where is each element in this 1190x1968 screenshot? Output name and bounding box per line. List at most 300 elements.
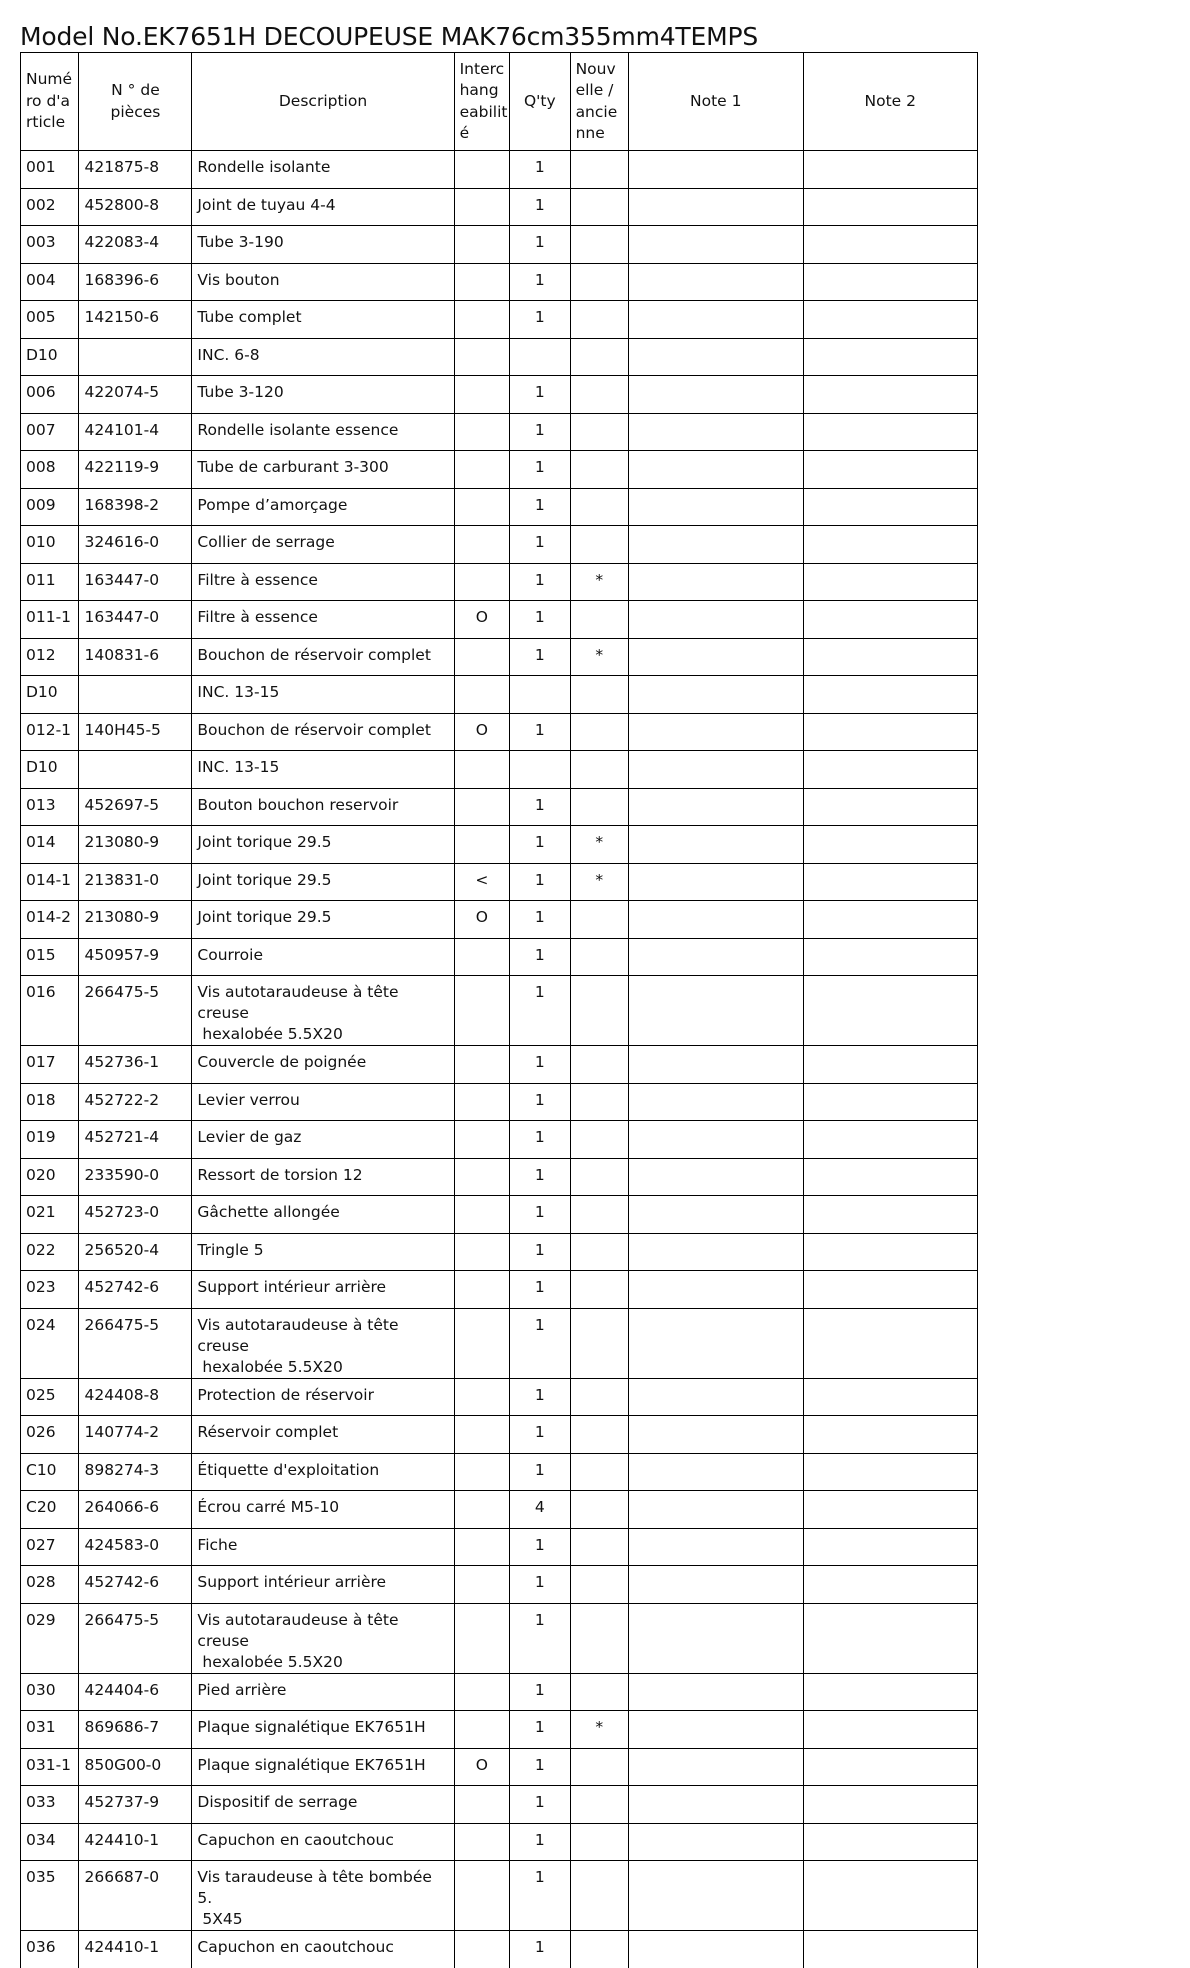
description-line-1: Fiche bbox=[197, 1535, 238, 1554]
cell-note-1 bbox=[629, 1786, 803, 1824]
cell-part-number: 213080-9 bbox=[79, 901, 192, 939]
cell-quantity: 1 bbox=[510, 938, 571, 976]
cell-article-number: 019 bbox=[21, 1121, 79, 1159]
cell-new-old bbox=[570, 676, 628, 714]
description-line-1: Levier de gaz bbox=[197, 1128, 302, 1146]
cell-interchangeability bbox=[454, 751, 509, 789]
description-line-1: Tube complet bbox=[197, 308, 302, 326]
cell-note-1 bbox=[629, 1196, 803, 1234]
cell-part-number: 266687-0 bbox=[79, 1861, 192, 1931]
description-line-1: Rondelle isolante bbox=[197, 158, 331, 176]
cell-note-2 bbox=[803, 1528, 978, 1566]
cell-part-number: 140H45-5 bbox=[79, 713, 192, 751]
cell-note-1 bbox=[629, 1823, 803, 1861]
description-line-1: Gâchette allongée bbox=[197, 1203, 340, 1221]
header-interchangeability-line: é bbox=[459, 124, 470, 142]
cell-note-2 bbox=[803, 1121, 978, 1159]
cell-quantity: 1 bbox=[510, 151, 571, 189]
cell-interchangeability bbox=[454, 1528, 509, 1566]
cell-interchangeability bbox=[454, 376, 509, 414]
cell-note-2 bbox=[803, 563, 978, 601]
cell-part-number: 424410-1 bbox=[79, 1931, 192, 1968]
cell-quantity bbox=[510, 338, 571, 376]
table-row bbox=[21, 301, 978, 339]
table-body bbox=[21, 151, 978, 1968]
description-line-2: 5X45 bbox=[202, 1910, 243, 1928]
cell-new-old bbox=[570, 1786, 628, 1824]
cell-interchangeability bbox=[454, 1861, 509, 1931]
cell-note-2 bbox=[803, 151, 978, 189]
cell-note-2 bbox=[803, 976, 978, 1046]
cell-part-number: 850G00-0 bbox=[79, 1748, 192, 1786]
cell-interchangeability bbox=[454, 188, 509, 226]
cell-article-number: 001 bbox=[21, 151, 79, 189]
cell-new-old bbox=[570, 1308, 628, 1378]
table-row bbox=[21, 1378, 978, 1416]
table-row bbox=[21, 788, 978, 826]
cell-note-2 bbox=[803, 1566, 978, 1604]
cell-new-old bbox=[570, 1528, 628, 1566]
cell-new-old bbox=[570, 1416, 628, 1454]
cell-note-2 bbox=[803, 1823, 978, 1861]
cell-part-number: 421875-8 bbox=[79, 151, 192, 189]
cell-article-number: D10 bbox=[21, 338, 79, 376]
cell-note-1 bbox=[629, 1711, 803, 1749]
cell-description bbox=[192, 1083, 454, 1121]
cell-description bbox=[192, 1528, 454, 1566]
cell-note-2 bbox=[803, 901, 978, 939]
cell-new-old: * bbox=[570, 638, 628, 676]
cell-part-number: 168398-2 bbox=[79, 488, 192, 526]
cell-new-old bbox=[570, 1121, 628, 1159]
description-line-1: Vis bouton bbox=[197, 270, 280, 289]
header-article-number-line: rticle bbox=[26, 113, 66, 132]
cell-note-2 bbox=[803, 1083, 978, 1121]
cell-description bbox=[192, 1233, 454, 1271]
table-header-row bbox=[21, 53, 978, 151]
cell-quantity: 1 bbox=[510, 1673, 571, 1711]
cell-part-number: 168396-6 bbox=[79, 263, 192, 301]
cell-note-2 bbox=[803, 1196, 978, 1234]
table-row bbox=[21, 1786, 978, 1824]
cell-part-number: 452723-0 bbox=[79, 1196, 192, 1234]
cell-part-number: 213831-0 bbox=[79, 863, 192, 901]
cell-interchangeability bbox=[454, 1603, 509, 1673]
description-line-1: Vis autotaraudeuse à tête creuse bbox=[197, 983, 399, 1022]
cell-new-old bbox=[570, 301, 628, 339]
cell-note-1 bbox=[629, 338, 803, 376]
cell-article-number: 016 bbox=[21, 976, 79, 1046]
description-line-1: Vis autotaraudeuse à tête creuse bbox=[197, 1610, 399, 1650]
header-note-2: Note 2 bbox=[803, 53, 978, 151]
cell-note-1 bbox=[629, 376, 803, 414]
description-line-1: Capuchon en caoutchouc bbox=[197, 1830, 394, 1849]
cell-part-number: 256520-4 bbox=[79, 1233, 192, 1271]
cell-note-2 bbox=[803, 301, 978, 339]
cell-article-number: 022 bbox=[21, 1233, 79, 1271]
cell-article-number: 024 bbox=[21, 1308, 79, 1378]
document-title: Model No.EK7651H DECOUPEUSE MAK76cm355mm4TEMPS bbox=[20, 22, 759, 51]
cell-note-2 bbox=[803, 1271, 978, 1309]
header-new-old-line: elle / bbox=[575, 81, 614, 99]
cell-part-number: 424410-1 bbox=[79, 1823, 192, 1861]
cell-note-1 bbox=[629, 788, 803, 826]
cell-part-number: 452800-8 bbox=[79, 188, 192, 226]
table-row bbox=[21, 751, 978, 789]
description-line-1: Tube de carburant 3-300 bbox=[197, 458, 389, 476]
cell-interchangeability bbox=[454, 938, 509, 976]
cell-note-2 bbox=[803, 488, 978, 526]
cell-description bbox=[192, 1566, 454, 1604]
description-line-1: Bouchon de réservoir complet bbox=[197, 720, 431, 739]
cell-description bbox=[192, 1453, 454, 1491]
cell-new-old bbox=[570, 1931, 628, 1968]
description-line-1: Vis taraudeuse à tête bombée 5. bbox=[197, 1868, 432, 1907]
cell-new-old bbox=[570, 1158, 628, 1196]
cell-note-2 bbox=[803, 1491, 978, 1529]
cell-new-old bbox=[570, 263, 628, 301]
cell-note-2 bbox=[803, 263, 978, 301]
cell-quantity: 1 bbox=[510, 1603, 571, 1673]
cell-description bbox=[192, 1931, 454, 1968]
cell-new-old bbox=[570, 413, 628, 451]
cell-new-old bbox=[570, 1603, 628, 1673]
cell-article-number: 031 bbox=[21, 1711, 79, 1749]
table-row bbox=[21, 1673, 978, 1711]
cell-interchangeability bbox=[454, 638, 509, 676]
cell-note-1 bbox=[629, 1046, 803, 1084]
cell-quantity: 1 bbox=[510, 263, 571, 301]
cell-note-2 bbox=[803, 1931, 978, 1968]
description-line-1: Tube 3-190 bbox=[197, 233, 284, 251]
cell-quantity: 1 bbox=[510, 1158, 571, 1196]
cell-quantity: 1 bbox=[510, 1861, 571, 1931]
cell-interchangeability bbox=[454, 976, 509, 1046]
cell-note-1 bbox=[629, 1931, 803, 1968]
cell-note-2 bbox=[803, 376, 978, 414]
table-row bbox=[21, 1861, 978, 1931]
cell-article-number: 021 bbox=[21, 1196, 79, 1234]
header-interchangeability-line: Interc bbox=[459, 59, 505, 78]
table-row bbox=[21, 1233, 978, 1271]
cell-part-number: 213080-9 bbox=[79, 826, 192, 864]
cell-quantity: 1 bbox=[510, 863, 571, 901]
cell-note-1 bbox=[629, 1271, 803, 1309]
cell-note-1 bbox=[629, 1491, 803, 1529]
cell-article-number: 012-1 bbox=[21, 713, 79, 751]
cell-description bbox=[192, 1861, 454, 1931]
cell-interchangeability bbox=[454, 1271, 509, 1309]
cell-note-1 bbox=[629, 1308, 803, 1378]
cell-part-number: 898274-3 bbox=[79, 1453, 192, 1491]
cell-description bbox=[192, 1748, 454, 1786]
cell-interchangeability bbox=[454, 1196, 509, 1234]
cell-description bbox=[192, 788, 454, 826]
cell-part-number: 324616-0 bbox=[79, 526, 192, 564]
cell-note-1 bbox=[629, 638, 803, 676]
cell-note-1 bbox=[629, 1528, 803, 1566]
cell-new-old bbox=[570, 338, 628, 376]
cell-article-number: 031-1 bbox=[21, 1748, 79, 1786]
cell-new-old: * bbox=[570, 1711, 628, 1749]
cell-new-old bbox=[570, 376, 628, 414]
cell-article-number: 011-1 bbox=[21, 601, 79, 639]
cell-note-1 bbox=[629, 413, 803, 451]
table-row bbox=[21, 1711, 978, 1749]
cell-description bbox=[192, 1196, 454, 1234]
cell-note-1 bbox=[629, 488, 803, 526]
cell-part-number bbox=[79, 676, 192, 714]
cell-note-1 bbox=[629, 1378, 803, 1416]
header-article-number-line: Numé bbox=[26, 70, 73, 89]
description-line-1: Plaque signalétique EK7651H bbox=[197, 1755, 426, 1774]
cell-note-1 bbox=[629, 1566, 803, 1604]
cell-description bbox=[192, 263, 454, 301]
cell-description bbox=[192, 451, 454, 489]
cell-new-old bbox=[570, 1861, 628, 1931]
cell-quantity: 1 bbox=[510, 188, 571, 226]
cell-note-1 bbox=[629, 1158, 803, 1196]
cell-part-number: 266475-5 bbox=[79, 1603, 192, 1673]
cell-quantity: 1 bbox=[510, 638, 571, 676]
cell-description bbox=[192, 638, 454, 676]
cell-part-number: 142150-6 bbox=[79, 301, 192, 339]
header-interchangeability-line: hang bbox=[459, 81, 499, 99]
cell-description bbox=[192, 938, 454, 976]
cell-note-1 bbox=[629, 1083, 803, 1121]
cell-note-2 bbox=[803, 1416, 978, 1454]
cell-note-1 bbox=[629, 1603, 803, 1673]
cell-note-2 bbox=[803, 338, 978, 376]
cell-description bbox=[192, 563, 454, 601]
cell-description bbox=[192, 376, 454, 414]
cell-new-old bbox=[570, 188, 628, 226]
cell-quantity: 1 bbox=[510, 488, 571, 526]
cell-article-number: 025 bbox=[21, 1378, 79, 1416]
cell-interchangeability bbox=[454, 563, 509, 601]
cell-quantity: 1 bbox=[510, 1271, 571, 1309]
cell-description bbox=[192, 1046, 454, 1084]
cell-description bbox=[192, 863, 454, 901]
cell-note-2 bbox=[803, 1233, 978, 1271]
table-row bbox=[21, 976, 978, 1046]
cell-description bbox=[192, 1308, 454, 1378]
cell-new-old bbox=[570, 713, 628, 751]
cell-note-2 bbox=[803, 788, 978, 826]
description-line-1: Capuchon en caoutchouc bbox=[197, 1938, 394, 1956]
description-line-1: Joint torique 29.5 bbox=[197, 908, 332, 926]
description-line-1: Dispositif de serrage bbox=[197, 1793, 358, 1811]
description-line-1: Ressort de torsion 12 bbox=[197, 1165, 363, 1184]
cell-interchangeability bbox=[454, 338, 509, 376]
cell-quantity: 1 bbox=[510, 976, 571, 1046]
cell-article-number: 028 bbox=[21, 1566, 79, 1604]
cell-interchangeability bbox=[454, 1931, 509, 1968]
cell-note-1 bbox=[629, 713, 803, 751]
table-row bbox=[21, 151, 978, 189]
cell-article-number: 026 bbox=[21, 1416, 79, 1454]
cell-note-2 bbox=[803, 826, 978, 864]
cell-interchangeability bbox=[454, 1453, 509, 1491]
cell-article-number: 008 bbox=[21, 451, 79, 489]
cell-article-number: 005 bbox=[21, 301, 79, 339]
description-line-1: Plaque signalétique EK7651H bbox=[197, 1718, 426, 1736]
cell-quantity: 1 bbox=[510, 376, 571, 414]
table-row bbox=[21, 338, 978, 376]
cell-quantity: 1 bbox=[510, 1308, 571, 1378]
cell-quantity: 1 bbox=[510, 1378, 571, 1416]
cell-note-1 bbox=[629, 1416, 803, 1454]
cell-quantity bbox=[510, 676, 571, 714]
cell-interchangeability bbox=[454, 1233, 509, 1271]
cell-note-2 bbox=[803, 1603, 978, 1673]
header-note-1: Note 1 bbox=[629, 53, 803, 151]
cell-new-old bbox=[570, 226, 628, 264]
header-interchangeability-line: eabilit bbox=[459, 102, 508, 121]
cell-part-number: 452697-5 bbox=[79, 788, 192, 826]
cell-new-old bbox=[570, 1083, 628, 1121]
description-line-1: INC. 13-15 bbox=[197, 758, 280, 776]
cell-interchangeability bbox=[454, 1823, 509, 1861]
cell-interchangeability: O bbox=[454, 713, 509, 751]
description-line-1: Protection de réservoir bbox=[197, 1385, 374, 1404]
cell-article-number: 035 bbox=[21, 1861, 79, 1931]
cell-new-old bbox=[570, 1673, 628, 1711]
cell-note-2 bbox=[803, 638, 978, 676]
cell-part-number: 452736-1 bbox=[79, 1046, 192, 1084]
cell-new-old: * bbox=[570, 826, 628, 864]
header-article-number bbox=[21, 53, 79, 151]
table-row bbox=[21, 713, 978, 751]
cell-note-2 bbox=[803, 188, 978, 226]
description-line-1: Écrou carré M5-10 bbox=[197, 1498, 340, 1516]
cell-article-number: 034 bbox=[21, 1823, 79, 1861]
table-row bbox=[21, 938, 978, 976]
cell-article-number: 030 bbox=[21, 1673, 79, 1711]
table-row bbox=[21, 863, 978, 901]
cell-interchangeability bbox=[454, 1673, 509, 1711]
cell-note-1 bbox=[629, 1673, 803, 1711]
table-row bbox=[21, 1158, 978, 1196]
cell-new-old: * bbox=[570, 563, 628, 601]
cell-note-1 bbox=[629, 676, 803, 714]
cell-article-number: 027 bbox=[21, 1528, 79, 1566]
cell-note-1 bbox=[629, 1748, 803, 1786]
cell-description bbox=[192, 151, 454, 189]
cell-new-old: * bbox=[570, 863, 628, 901]
cell-part-number: 452721-4 bbox=[79, 1121, 192, 1159]
cell-quantity: 1 bbox=[510, 826, 571, 864]
cell-quantity: 1 bbox=[510, 413, 571, 451]
cell-part-number: 452722-2 bbox=[79, 1083, 192, 1121]
cell-interchangeability bbox=[454, 1121, 509, 1159]
cell-description bbox=[192, 1823, 454, 1861]
cell-interchangeability bbox=[454, 1158, 509, 1196]
cell-part-number: 424583-0 bbox=[79, 1528, 192, 1566]
cell-article-number: 011 bbox=[21, 563, 79, 601]
cell-note-2 bbox=[803, 413, 978, 451]
description-line-1: Pied arrière bbox=[197, 1680, 287, 1699]
cell-note-1 bbox=[629, 601, 803, 639]
cell-article-number: 007 bbox=[21, 413, 79, 451]
header-new-old bbox=[570, 53, 628, 151]
cell-article-number: 014-1 bbox=[21, 863, 79, 901]
cell-note-1 bbox=[629, 751, 803, 789]
cell-article-number: 014 bbox=[21, 826, 79, 864]
cell-note-1 bbox=[629, 1233, 803, 1271]
cell-description bbox=[192, 413, 454, 451]
description-line-1: Joint torique 29.5 bbox=[197, 870, 332, 889]
cell-note-2 bbox=[803, 713, 978, 751]
description-line-1: Levier verrou bbox=[197, 1090, 300, 1109]
cell-quantity: 1 bbox=[510, 1453, 571, 1491]
cell-quantity: 1 bbox=[510, 526, 571, 564]
cell-note-1 bbox=[629, 563, 803, 601]
cell-note-2 bbox=[803, 1748, 978, 1786]
description-line-1: Rondelle isolante essence bbox=[197, 420, 399, 439]
table-row bbox=[21, 413, 978, 451]
cell-interchangeability: O bbox=[454, 1748, 509, 1786]
header-interchangeability bbox=[454, 53, 509, 151]
cell-new-old bbox=[570, 901, 628, 939]
description-line-1: Collier de serrage bbox=[197, 533, 335, 551]
cell-quantity: 1 bbox=[510, 1528, 571, 1566]
description-line-1: Étiquette d'exploitation bbox=[197, 1460, 380, 1479]
cell-description bbox=[192, 1158, 454, 1196]
cell-description bbox=[192, 976, 454, 1046]
cell-note-2 bbox=[803, 1046, 978, 1084]
cell-description bbox=[192, 901, 454, 939]
cell-new-old bbox=[570, 1271, 628, 1309]
cell-quantity: 4 bbox=[510, 1491, 571, 1529]
description-line-1: Courroie bbox=[197, 945, 264, 964]
description-line-2: hexalobée 5.5X20 bbox=[202, 1357, 343, 1376]
cell-new-old bbox=[570, 788, 628, 826]
cell-description bbox=[192, 1491, 454, 1529]
cell-interchangeability: O bbox=[454, 601, 509, 639]
table-row bbox=[21, 488, 978, 526]
cell-article-number: 002 bbox=[21, 188, 79, 226]
cell-note-2 bbox=[803, 863, 978, 901]
cell-quantity: 1 bbox=[510, 1233, 571, 1271]
cell-part-number: 424404-6 bbox=[79, 1673, 192, 1711]
description-line-2: hexalobée 5.5X20 bbox=[202, 1025, 343, 1043]
cell-description bbox=[192, 1378, 454, 1416]
cell-part-number: 450957-9 bbox=[79, 938, 192, 976]
description-line-1: INC. 13-15 bbox=[197, 683, 280, 701]
cell-description bbox=[192, 1416, 454, 1454]
cell-new-old bbox=[570, 976, 628, 1046]
cell-quantity: 1 bbox=[510, 901, 571, 939]
cell-quantity: 1 bbox=[510, 1823, 571, 1861]
cell-part-number bbox=[79, 751, 192, 789]
description-line-2: hexalobée 5.5X20 bbox=[202, 1652, 343, 1671]
cell-interchangeability bbox=[454, 1083, 509, 1121]
cell-part-number: 422119-9 bbox=[79, 451, 192, 489]
cell-description bbox=[192, 301, 454, 339]
cell-quantity: 1 bbox=[510, 601, 571, 639]
description-line-1: Filtre à essence bbox=[197, 570, 318, 589]
cell-article-number: 010 bbox=[21, 526, 79, 564]
cell-interchangeability bbox=[454, 788, 509, 826]
table-row bbox=[21, 1603, 978, 1673]
cell-note-1 bbox=[629, 976, 803, 1046]
cell-interchangeability bbox=[454, 301, 509, 339]
description-line-1: Vis autotaraudeuse à tête creuse bbox=[197, 1315, 399, 1355]
description-line-1: Support intérieur arrière bbox=[197, 1573, 387, 1591]
cell-quantity: 1 bbox=[510, 713, 571, 751]
cell-article-number: 018 bbox=[21, 1083, 79, 1121]
